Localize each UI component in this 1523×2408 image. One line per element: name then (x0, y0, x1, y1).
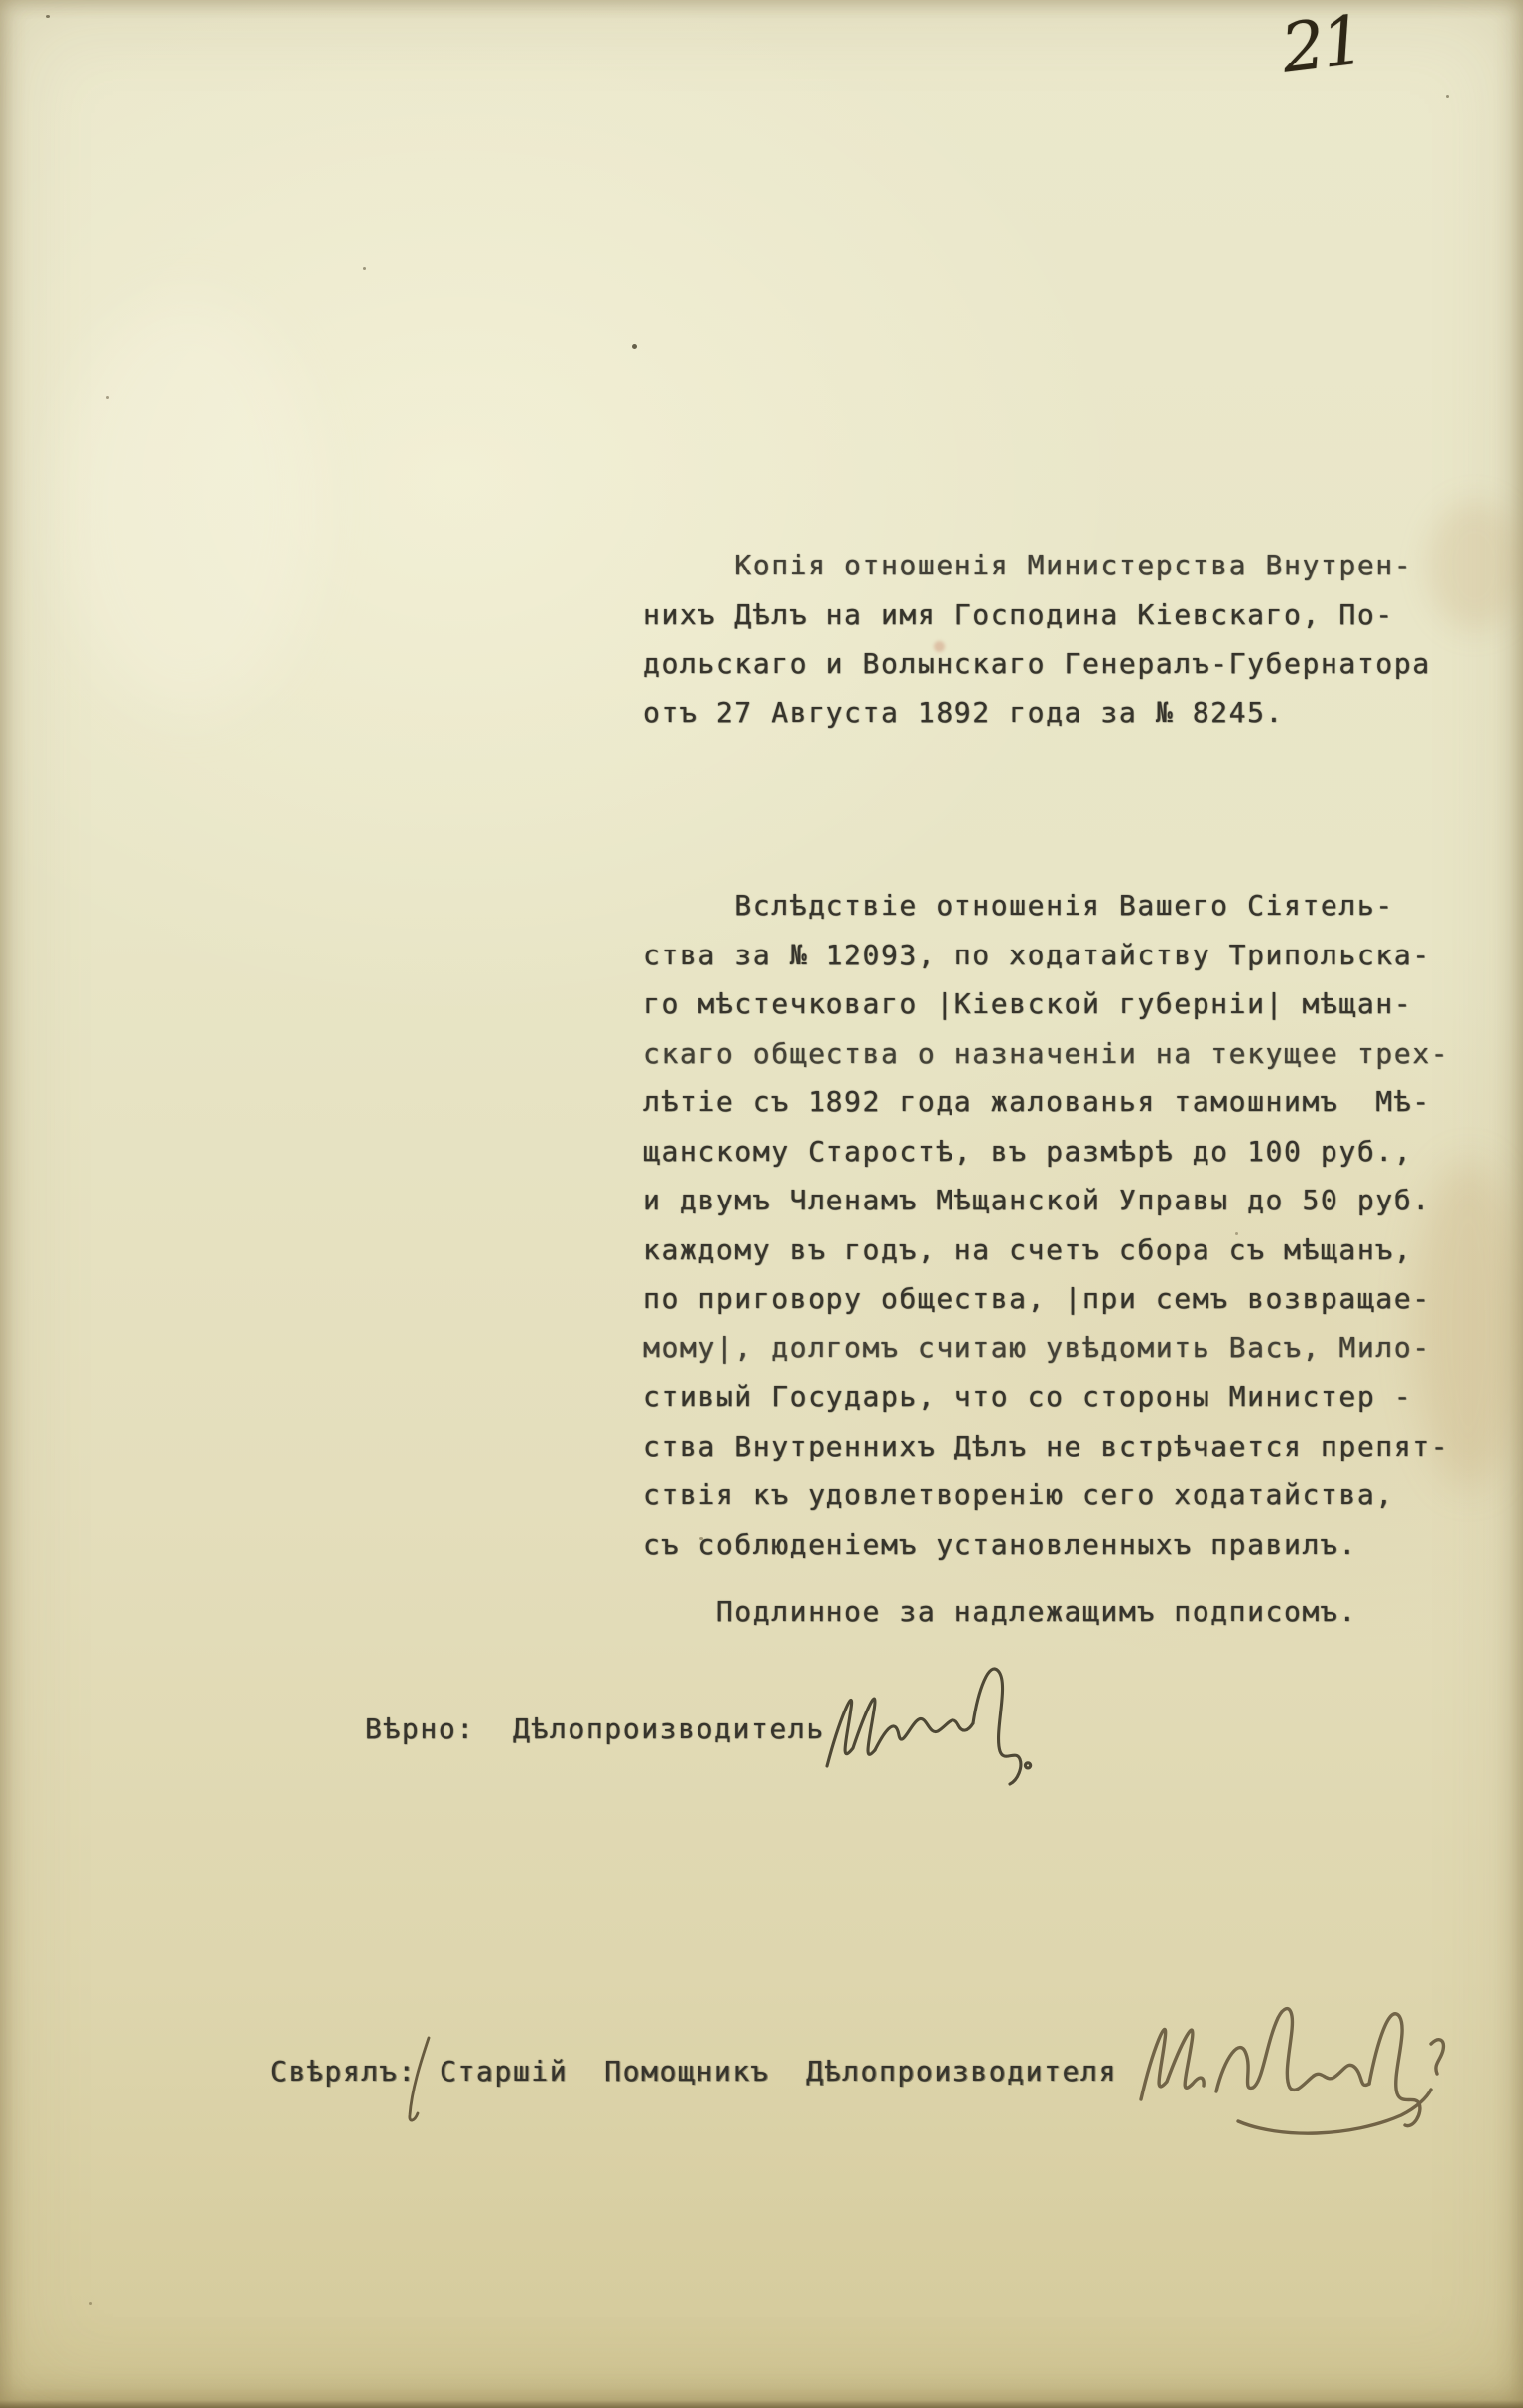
paper-speck (1446, 95, 1449, 98)
paper-speck (106, 396, 109, 399)
page-number: 21 (1277, 1, 1367, 89)
text-line: дольскаго и Волынскаго Генералъ-Губернатора (643, 647, 1431, 680)
paper-stain (60, 298, 317, 714)
heading-paragraph (643, 541, 1431, 737)
text-line: нихъ Дѣлъ на имя Господина Кіевскаго, По- (643, 597, 1394, 631)
text-line: стивый Государь, что со стороны Министер - (643, 1380, 1413, 1413)
verification-label: Свѣрялъ: (270, 2055, 417, 2088)
text-line: съ соблюденіемъ установленныхъ правилъ. (643, 1527, 1357, 1561)
certification-label: Вѣрно: (365, 1712, 475, 1745)
text-line: по приговору общества, |при семъ возвращае- (643, 1282, 1431, 1315)
verification-title: Старшій Помощникъ Дѣлопроизводителя (440, 2055, 1117, 2088)
certification-signature (812, 1649, 1099, 1803)
certification-title: Дѣлопроизводитель (513, 1712, 825, 1745)
paper-stain (1427, 501, 1523, 630)
verification-signature (1121, 1984, 1463, 2148)
text-line: го мѣстечковаго |Кіевской губерніи| мѣщан- (643, 987, 1413, 1020)
text-line: скаго общества о назначеніи на текущее трех- (643, 1036, 1450, 1070)
verification-checkmark-stroke (397, 2032, 443, 2131)
paper-speck (46, 15, 50, 18)
paper-speck (89, 2302, 92, 2305)
text-line: ства за № 12093, по ходатайству Трипольска- (643, 938, 1431, 971)
text-line: Вслѣдствіе отношенія Вашего Сіятель- (643, 889, 1394, 922)
text-line: отъ 27 Августа 1892 года за № 8245. (643, 696, 1285, 729)
paper-speck (363, 267, 366, 270)
closing-line: Подлинное за надлежащимъ подписомъ. (643, 1595, 1357, 1628)
text-line: щанскому Старостѣ, въ размѣрѣ до 100 руб., (643, 1134, 1413, 1168)
text-line: Копія отношенія Министерства Внутрен- (643, 549, 1413, 581)
paper-speck (632, 344, 637, 349)
text-line: мому|, долгомъ считаю увѣдомить Васъ, Мило- (643, 1331, 1431, 1364)
text-line: и двумъ Членамъ Мѣщанской Управы до 50 руб. (643, 1184, 1431, 1216)
text-line: ства Внутреннихъ Дѣлъ не встрѣчается препят- (643, 1429, 1450, 1462)
text-line: ствія къ удовлетворенію сего ходатайства, (643, 1478, 1394, 1511)
text-line: лѣтіе съ 1892 года жалованья тамошнимъ Мѣ- (643, 1085, 1431, 1118)
text-line: каждому въ годъ, на счетъ сбора съ мѣщанъ, (643, 1232, 1413, 1266)
body-paragraph (643, 881, 1449, 1569)
page-bottom-edge-shadow (0, 2400, 1523, 2408)
